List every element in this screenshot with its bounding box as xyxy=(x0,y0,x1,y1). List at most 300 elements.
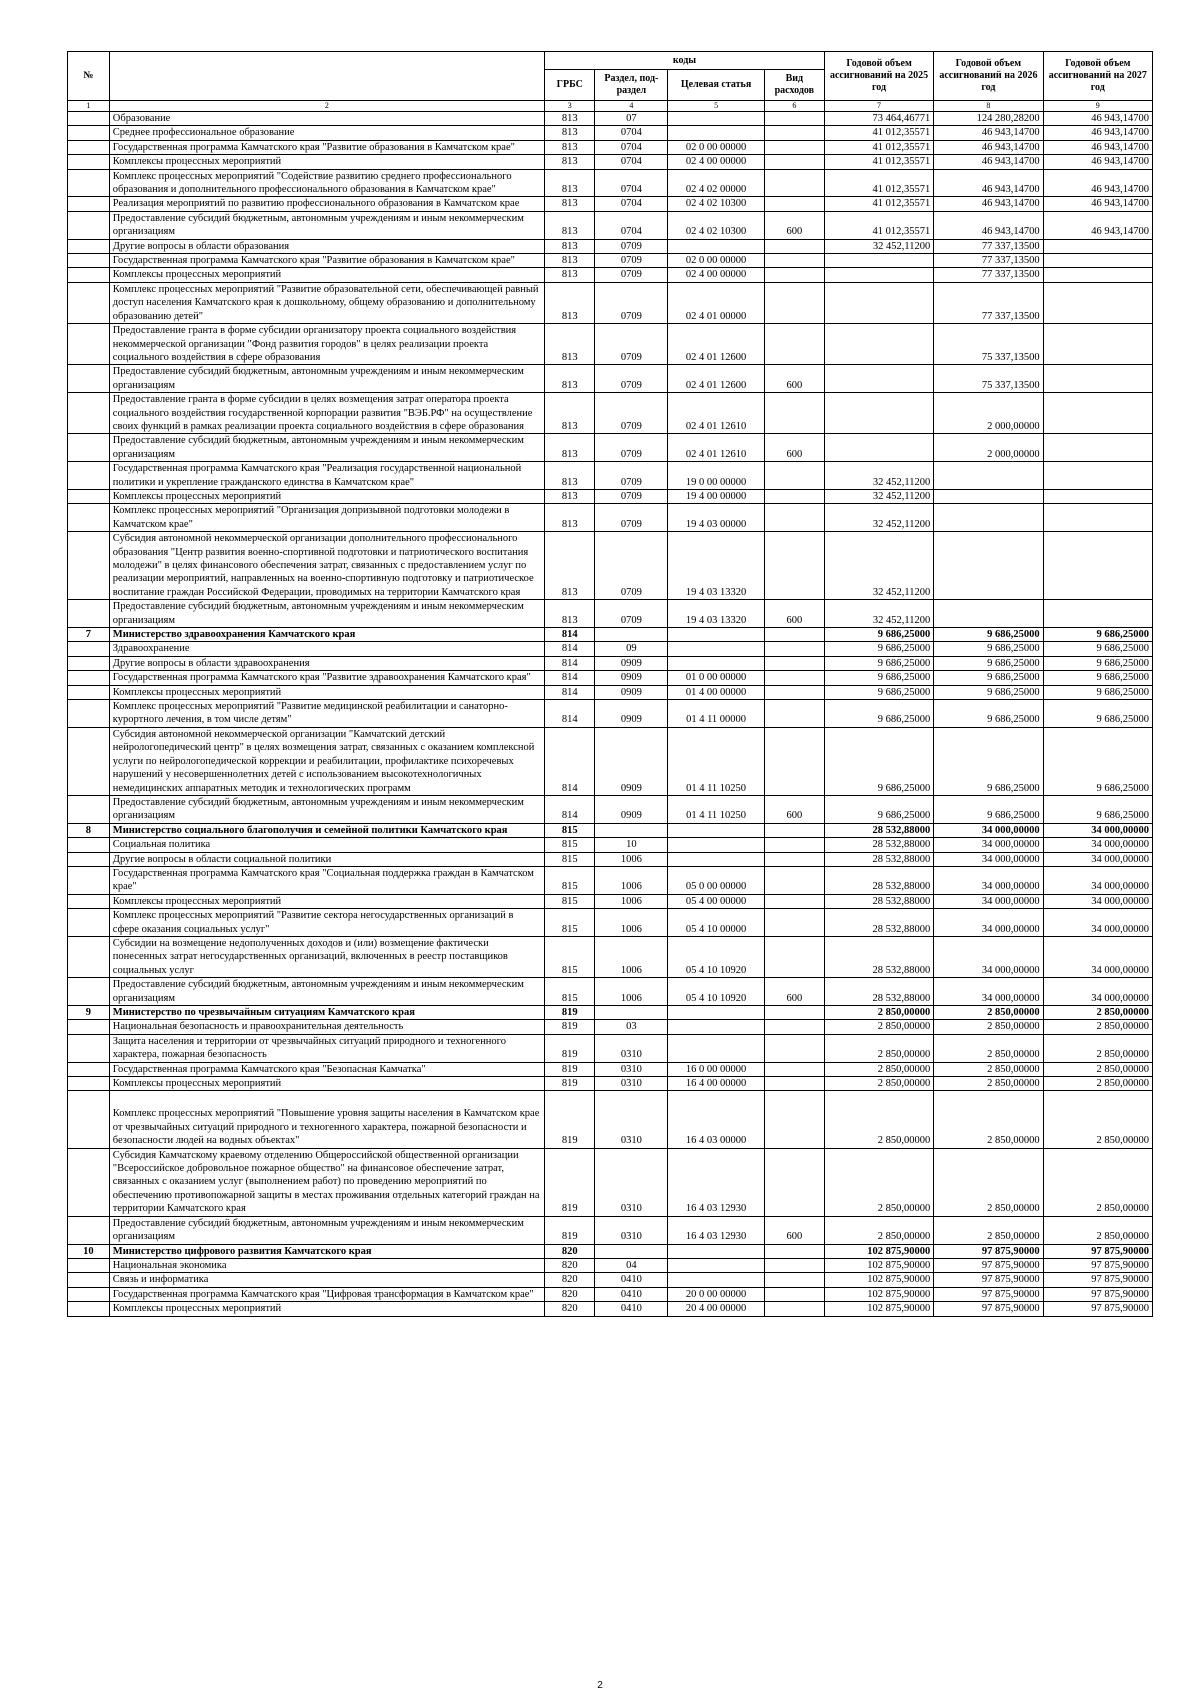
row-amount-2027: 97 875,90000 xyxy=(1043,1258,1152,1272)
row-number xyxy=(68,685,110,699)
row-amount-2026: 2 000,00000 xyxy=(934,393,1043,434)
row-amount-2027: 34 000,00000 xyxy=(1043,823,1152,837)
row-amount-2027 xyxy=(1043,532,1152,600)
row-target-article: 19 4 03 13320 xyxy=(668,600,764,628)
table-row xyxy=(68,1216,1153,1244)
row-number xyxy=(68,140,110,154)
row-section: 10 xyxy=(595,838,668,852)
row-amount-2025: 32 452,11200 xyxy=(824,532,933,600)
row-amount-2025: 9 686,25000 xyxy=(824,685,933,699)
table-row xyxy=(68,532,1153,600)
row-amount-2025: 28 532,88000 xyxy=(824,852,933,866)
row-section: 0704 xyxy=(595,155,668,169)
row-amount-2025: 9 686,25000 xyxy=(824,700,933,728)
table-row xyxy=(68,140,1153,154)
row-amount-2025: 2 850,00000 xyxy=(824,1020,933,1034)
row-section: 0709 xyxy=(595,254,668,268)
row-section xyxy=(595,1244,668,1258)
row-amount-2025 xyxy=(824,254,933,268)
column-number: 4 xyxy=(595,101,668,112)
row-expense-type xyxy=(764,866,824,894)
row-amount-2027 xyxy=(1043,434,1152,462)
row-amount-2027 xyxy=(1043,282,1152,323)
column-number: 8 xyxy=(934,101,1043,112)
row-target-article xyxy=(668,642,764,656)
row-number xyxy=(68,1062,110,1076)
row-amount-2025: 2 850,00000 xyxy=(824,1077,933,1091)
header-exp-type: Вид расходов xyxy=(764,70,824,101)
row-name: Министерство цифрового развития Камчатского края xyxy=(109,1244,544,1258)
budget-document xyxy=(67,51,1153,1317)
row-amount-2025 xyxy=(824,434,933,462)
row-target-article: 16 4 00 00000 xyxy=(668,1077,764,1091)
row-amount-2026: 2 850,00000 xyxy=(934,1216,1043,1244)
row-grbs: 815 xyxy=(545,978,595,1006)
row-target-article: 05 0 00 00000 xyxy=(668,866,764,894)
row-expense-type: 600 xyxy=(764,211,824,239)
row-amount-2026: 34 000,00000 xyxy=(934,936,1043,977)
row-amount-2027: 46 943,14700 xyxy=(1043,169,1152,197)
row-amount-2025: 9 686,25000 xyxy=(824,642,933,656)
row-amount-2026: 9 686,25000 xyxy=(934,642,1043,656)
row-name: Комплекс процессных мероприятий "Развитие образовательной сети, обеспечивающей равный доступ населения Камчатского края к дошкольному, общему образованию и дополнительному образованию детей" xyxy=(109,282,544,323)
row-amount-2027: 9 686,25000 xyxy=(1043,727,1152,795)
row-expense-type xyxy=(764,126,824,140)
row-amount-2025: 28 532,88000 xyxy=(824,894,933,908)
row-expense-type xyxy=(764,324,824,365)
row-target-article: 16 4 03 12930 xyxy=(668,1216,764,1244)
header-2026: Годовой объем ассигнований на 2026 год xyxy=(934,52,1043,101)
row-amount-2027: 9 686,25000 xyxy=(1043,700,1152,728)
row-section: 0310 xyxy=(595,1091,668,1148)
row-expense-type xyxy=(764,909,824,937)
row-name: Защита населения и территории от чрезвычайных ситуаций природного и техногенного характера, пожарная безопасность xyxy=(109,1034,544,1062)
row-grbs: 819 xyxy=(545,1216,595,1244)
table-row xyxy=(68,254,1153,268)
row-target-article: 02 4 01 12600 xyxy=(668,365,764,393)
row-amount-2026: 9 686,25000 xyxy=(934,700,1043,728)
row-section: 0909 xyxy=(595,700,668,728)
row-grbs: 815 xyxy=(545,852,595,866)
row-target-article xyxy=(668,1258,764,1272)
row-expense-type: 600 xyxy=(764,365,824,393)
row-grbs: 815 xyxy=(545,823,595,837)
table-row xyxy=(68,1287,1153,1301)
row-amount-2027: 46 943,14700 xyxy=(1043,126,1152,140)
row-amount-2027: 46 943,14700 xyxy=(1043,155,1152,169)
row-amount-2025 xyxy=(824,282,933,323)
row-number xyxy=(68,866,110,894)
row-expense-type: 600 xyxy=(764,600,824,628)
row-amount-2027 xyxy=(1043,365,1152,393)
row-amount-2026: 46 943,14700 xyxy=(934,126,1043,140)
row-target-article xyxy=(668,112,764,126)
row-name: Комплексы процессных мероприятий xyxy=(109,894,544,908)
row-number xyxy=(68,324,110,365)
row-section xyxy=(595,628,668,642)
row-section: 0709 xyxy=(595,532,668,600)
row-target-article: 05 4 10 10920 xyxy=(668,978,764,1006)
table-row xyxy=(68,628,1153,642)
row-amount-2027 xyxy=(1043,504,1152,532)
row-name: Предоставление субсидий бюджетным, автономным учреждениям и иным некоммерческим организациям xyxy=(109,795,544,823)
table-row xyxy=(68,727,1153,795)
row-name: Комплексы процессных мероприятий xyxy=(109,268,544,282)
row-name: Связь и информатика xyxy=(109,1273,544,1287)
row-target-article: 16 0 00 00000 xyxy=(668,1062,764,1076)
row-section: 0310 xyxy=(595,1077,668,1091)
row-section: 0709 xyxy=(595,489,668,503)
row-target-article: 02 4 01 12600 xyxy=(668,324,764,365)
row-target-article: 01 4 11 10250 xyxy=(668,795,764,823)
row-number xyxy=(68,1077,110,1091)
row-target-article: 01 4 00 00000 xyxy=(668,685,764,699)
table-row xyxy=(68,642,1153,656)
row-amount-2026: 97 875,90000 xyxy=(934,1258,1043,1272)
table-row xyxy=(68,1258,1153,1272)
row-amount-2025 xyxy=(824,268,933,282)
row-target-article: 02 0 00 00000 xyxy=(668,254,764,268)
row-amount-2025: 28 532,88000 xyxy=(824,866,933,894)
row-amount-2025: 102 875,90000 xyxy=(824,1287,933,1301)
row-number xyxy=(68,671,110,685)
row-amount-2027: 34 000,00000 xyxy=(1043,866,1152,894)
row-number xyxy=(68,656,110,670)
row-amount-2026: 46 943,14700 xyxy=(934,211,1043,239)
table-row xyxy=(68,1244,1153,1258)
row-section: 0410 xyxy=(595,1273,668,1287)
row-amount-2025: 2 850,00000 xyxy=(824,1216,933,1244)
row-number xyxy=(68,1216,110,1244)
row-amount-2026: 9 686,25000 xyxy=(934,795,1043,823)
row-amount-2026: 46 943,14700 xyxy=(934,169,1043,197)
row-expense-type xyxy=(764,140,824,154)
row-section: 0909 xyxy=(595,795,668,823)
row-name: Предоставление субсидий бюджетным, автономным учреждениям и иным некоммерческим организациям xyxy=(109,978,544,1006)
row-amount-2025: 2 850,00000 xyxy=(824,1034,933,1062)
row-section: 0909 xyxy=(595,727,668,795)
row-section: 0909 xyxy=(595,656,668,670)
row-name: Субсидия Камчатскому краевому отделению Общероссийской общественной организации "Всероссийское добровольное пожарное общество" на финансовое обеспечение затрат, связанных с оказанием услуг (выполнением работ) по проведению мероприятий по обеспечению противопожарной защиты в местах проживания отдельных категорий граждан на территории Камчатского края xyxy=(109,1148,544,1216)
row-number xyxy=(68,462,110,490)
row-name: Комплекс процессных мероприятий "Содействие развитию среднего профессионального образования и дополнительного профессионального образования в Камчатском крае" xyxy=(109,169,544,197)
row-amount-2027 xyxy=(1043,462,1152,490)
row-amount-2026: 34 000,00000 xyxy=(934,909,1043,937)
row-grbs: 813 xyxy=(545,434,595,462)
row-amount-2026: 9 686,25000 xyxy=(934,628,1043,642)
row-section: 0410 xyxy=(595,1287,668,1301)
row-number xyxy=(68,1020,110,1034)
row-expense-type xyxy=(764,1006,824,1020)
row-expense-type: 600 xyxy=(764,795,824,823)
row-grbs: 819 xyxy=(545,1077,595,1091)
row-target-article: 02 4 01 12610 xyxy=(668,434,764,462)
table-row xyxy=(68,795,1153,823)
row-number xyxy=(68,1091,110,1148)
row-amount-2027: 46 943,14700 xyxy=(1043,197,1152,211)
row-amount-2027: 2 850,00000 xyxy=(1043,1062,1152,1076)
row-target-article: 02 0 00 00000 xyxy=(668,140,764,154)
header-no: № xyxy=(68,52,110,101)
row-amount-2027: 2 850,00000 xyxy=(1043,1006,1152,1020)
table-row xyxy=(68,462,1153,490)
table-row xyxy=(68,909,1153,937)
row-amount-2027: 34 000,00000 xyxy=(1043,978,1152,1006)
row-number xyxy=(68,909,110,937)
row-expense-type xyxy=(764,239,824,253)
row-section: 1006 xyxy=(595,894,668,908)
row-section: 0709 xyxy=(595,462,668,490)
row-name: Государственная программа Камчатского края "Развитие образования в Камчатском крае" xyxy=(109,140,544,154)
table-row xyxy=(68,700,1153,728)
row-expense-type xyxy=(764,489,824,503)
row-target-article: 20 4 00 00000 xyxy=(668,1302,764,1316)
table-row xyxy=(68,504,1153,532)
row-expense-type xyxy=(764,1062,824,1076)
row-name: Субсидия автономной некоммерческой организации "Камчатский детский нейрологопедический центр" в целях возмещения затрат, связанных с оказанием комплексной услуги по нейрологопедической коррекции и реабилитации, профилактике психоречевых нарушений у несовершеннолетних детей с использованием высокотехнологичных немедицинских аппаратных методик и технологических программ xyxy=(109,727,544,795)
row-number: 9 xyxy=(68,1006,110,1020)
row-number xyxy=(68,1148,110,1216)
row-expense-type xyxy=(764,197,824,211)
row-number: 8 xyxy=(68,823,110,837)
row-number: 7 xyxy=(68,628,110,642)
row-grbs: 813 xyxy=(545,211,595,239)
row-expense-type xyxy=(764,169,824,197)
row-expense-type xyxy=(764,1034,824,1062)
table-row xyxy=(68,866,1153,894)
row-grbs: 813 xyxy=(545,126,595,140)
row-target-article: 01 4 11 00000 xyxy=(668,700,764,728)
row-expense-type xyxy=(764,462,824,490)
row-section: 0310 xyxy=(595,1216,668,1244)
row-amount-2027 xyxy=(1043,239,1152,253)
row-target-article: 20 0 00 00000 xyxy=(668,1287,764,1301)
row-amount-2027 xyxy=(1043,324,1152,365)
row-amount-2025: 9 686,25000 xyxy=(824,628,933,642)
row-target-article: 01 4 11 10250 xyxy=(668,727,764,795)
table-row xyxy=(68,1034,1153,1062)
row-grbs: 815 xyxy=(545,866,595,894)
row-expense-type xyxy=(764,1273,824,1287)
row-grbs: 819 xyxy=(545,1020,595,1034)
row-amount-2025: 102 875,90000 xyxy=(824,1302,933,1316)
row-target-article xyxy=(668,1034,764,1062)
row-expense-type xyxy=(764,1258,824,1272)
column-number: 1 xyxy=(68,101,110,112)
row-amount-2025: 32 452,11200 xyxy=(824,504,933,532)
header-target: Целевая статья xyxy=(668,70,764,101)
row-amount-2027: 9 686,25000 xyxy=(1043,656,1152,670)
row-name: Субсидия автономной некоммерческой организации дополнительного профессионального образования "Центр развития военно-спортивной подготовки и патриотического воспитания молодежи" в целях финансового обеспечения затрат, связанных с предоставлением услуг по реализации мероприятий, направленных на военно-спортивную подготовку и патриотическое воспитание граждан Российской Федерации, проводимых на территории Камчатского края xyxy=(109,532,544,600)
header-codes: коды xyxy=(545,52,825,70)
row-grbs: 814 xyxy=(545,685,595,699)
row-grbs: 813 xyxy=(545,504,595,532)
row-amount-2025: 28 532,88000 xyxy=(824,823,933,837)
row-number xyxy=(68,600,110,628)
row-grbs: 814 xyxy=(545,642,595,656)
row-number xyxy=(68,1302,110,1316)
row-number xyxy=(68,700,110,728)
row-grbs: 813 xyxy=(545,393,595,434)
row-number xyxy=(68,852,110,866)
row-amount-2025: 32 452,11200 xyxy=(824,462,933,490)
row-section: 03 xyxy=(595,1020,668,1034)
row-amount-2025: 41 012,35571 xyxy=(824,197,933,211)
table-row xyxy=(68,155,1153,169)
row-name: Государственная программа Камчатского края "Безопасная Камчатка" xyxy=(109,1062,544,1076)
row-grbs: 819 xyxy=(545,1034,595,1062)
table-row xyxy=(68,685,1153,699)
row-amount-2027 xyxy=(1043,600,1152,628)
budget-table xyxy=(67,51,1153,1317)
row-expense-type xyxy=(764,112,824,126)
row-amount-2026: 75 337,13500 xyxy=(934,324,1043,365)
row-name: Субсидии на возмещение недополученных доходов и (или) возмещение фактически понесенных затрат негосударственных организаций, включенных в реестр поставщиков социальных услуг xyxy=(109,936,544,977)
row-expense-type xyxy=(764,282,824,323)
row-section: 0310 xyxy=(595,1148,668,1216)
row-amount-2027 xyxy=(1043,393,1152,434)
row-target-article: 19 4 00 00000 xyxy=(668,489,764,503)
row-amount-2026: 124 280,28200 xyxy=(934,112,1043,126)
row-name: Министерство здравоохранения Камчатского края xyxy=(109,628,544,642)
row-amount-2026: 2 850,00000 xyxy=(934,1006,1043,1020)
row-grbs: 814 xyxy=(545,795,595,823)
row-expense-type xyxy=(764,1077,824,1091)
row-number xyxy=(68,1034,110,1062)
row-amount-2027: 34 000,00000 xyxy=(1043,852,1152,866)
table-row xyxy=(68,169,1153,197)
row-amount-2025 xyxy=(824,365,933,393)
row-name: Комплекс процессных мероприятий "Развитие сектора негосударственных организаций в сфере оказания социальных услуг" xyxy=(109,909,544,937)
row-amount-2027: 9 686,25000 xyxy=(1043,628,1152,642)
row-section: 0709 xyxy=(595,393,668,434)
row-name: Образование xyxy=(109,112,544,126)
row-grbs: 813 xyxy=(545,600,595,628)
row-section: 0709 xyxy=(595,324,668,365)
table-row xyxy=(68,324,1153,365)
page-number: 2 xyxy=(597,1680,603,1691)
row-amount-2025: 28 532,88000 xyxy=(824,936,933,977)
row-amount-2027: 34 000,00000 xyxy=(1043,909,1152,937)
row-amount-2026: 34 000,00000 xyxy=(934,978,1043,1006)
row-target-article xyxy=(668,1020,764,1034)
row-expense-type xyxy=(764,1091,824,1148)
row-amount-2027: 9 686,25000 xyxy=(1043,671,1152,685)
row-amount-2026: 46 943,14700 xyxy=(934,197,1043,211)
row-grbs: 813 xyxy=(545,365,595,393)
row-name: Национальная безопасность и правоохранительная деятельность xyxy=(109,1020,544,1034)
row-grbs: 813 xyxy=(545,532,595,600)
row-name: Среднее профессиональное образование xyxy=(109,126,544,140)
row-amount-2027: 2 850,00000 xyxy=(1043,1148,1152,1216)
table-row xyxy=(68,1148,1153,1216)
header-section: Раздел, под- раздел xyxy=(595,70,668,101)
row-grbs: 815 xyxy=(545,838,595,852)
row-amount-2027: 9 686,25000 xyxy=(1043,685,1152,699)
row-amount-2027 xyxy=(1043,254,1152,268)
row-name: Предоставление гранта в форме субсидии организатору проекта социального воздействия некоммерческой организации "Фонд развития городов" в целях реализации проекта социального воздействия в сфере образования xyxy=(109,324,544,365)
row-amount-2026: 34 000,00000 xyxy=(934,823,1043,837)
row-target-article xyxy=(668,239,764,253)
row-amount-2025: 41 012,35571 xyxy=(824,169,933,197)
row-target-article: 02 4 01 00000 xyxy=(668,282,764,323)
row-amount-2025: 28 532,88000 xyxy=(824,978,933,1006)
header-name xyxy=(109,52,544,101)
row-amount-2025: 102 875,90000 xyxy=(824,1244,933,1258)
row-name: Другие вопросы в области социальной политики xyxy=(109,852,544,866)
row-section: 07 xyxy=(595,112,668,126)
row-amount-2026: 97 875,90000 xyxy=(934,1302,1043,1316)
row-name: Министерство социального благополучия и семейной политики Камчатского края xyxy=(109,823,544,837)
row-amount-2026: 34 000,00000 xyxy=(934,852,1043,866)
row-name: Комплексы процессных мероприятий xyxy=(109,489,544,503)
row-target-article: 19 4 03 13320 xyxy=(668,532,764,600)
row-target-article xyxy=(668,656,764,670)
row-expense-type xyxy=(764,1287,824,1301)
row-number xyxy=(68,1258,110,1272)
row-number xyxy=(68,1273,110,1287)
row-amount-2025: 2 850,00000 xyxy=(824,1148,933,1216)
row-amount-2026 xyxy=(934,489,1043,503)
row-amount-2026: 97 875,90000 xyxy=(934,1244,1043,1258)
row-amount-2027: 97 875,90000 xyxy=(1043,1244,1152,1258)
row-grbs: 819 xyxy=(545,1062,595,1076)
table-row xyxy=(68,434,1153,462)
row-expense-type xyxy=(764,1020,824,1034)
row-amount-2026: 2 850,00000 xyxy=(934,1148,1043,1216)
row-name: Предоставление субсидий бюджетным, автономным учреждениям и иным некоммерческим организациям xyxy=(109,434,544,462)
row-grbs: 813 xyxy=(545,254,595,268)
row-number xyxy=(68,211,110,239)
table-row xyxy=(68,1020,1153,1034)
row-section: 0410 xyxy=(595,1302,668,1316)
row-section: 1006 xyxy=(595,866,668,894)
column-number: 2 xyxy=(109,101,544,112)
row-section: 1006 xyxy=(595,909,668,937)
row-name: Предоставление субсидий бюджетным, автономным учреждениям и иным некоммерческим организациям xyxy=(109,365,544,393)
table-row xyxy=(68,823,1153,837)
row-name: Реализация мероприятий по развитию профессионального образования в Камчатском крае xyxy=(109,197,544,211)
row-amount-2025: 41 012,35571 xyxy=(824,155,933,169)
row-target-article xyxy=(668,1273,764,1287)
table-row xyxy=(68,656,1153,670)
header-2025: Годовой объем ассигнований на 2025 год xyxy=(824,52,933,101)
row-section xyxy=(595,1006,668,1020)
row-amount-2027: 34 000,00000 xyxy=(1043,838,1152,852)
row-amount-2027 xyxy=(1043,489,1152,503)
row-grbs: 813 xyxy=(545,324,595,365)
row-amount-2026: 2 850,00000 xyxy=(934,1020,1043,1034)
row-grbs: 820 xyxy=(545,1244,595,1258)
row-target-article xyxy=(668,1006,764,1020)
row-target-article: 05 4 10 00000 xyxy=(668,909,764,937)
row-amount-2026: 9 686,25000 xyxy=(934,685,1043,699)
row-expense-type xyxy=(764,393,824,434)
row-amount-2025 xyxy=(824,324,933,365)
table-row xyxy=(68,838,1153,852)
row-name: Комплексы процессных мероприятий xyxy=(109,1077,544,1091)
row-number xyxy=(68,978,110,1006)
row-amount-2026: 75 337,13500 xyxy=(934,365,1043,393)
row-grbs: 820 xyxy=(545,1287,595,1301)
row-target-article: 16 4 03 00000 xyxy=(668,1091,764,1148)
row-expense-type xyxy=(764,838,824,852)
row-target-article: 02 4 01 12610 xyxy=(668,393,764,434)
row-amount-2027: 34 000,00000 xyxy=(1043,936,1152,977)
row-number xyxy=(68,504,110,532)
row-name: Национальная экономика xyxy=(109,1258,544,1272)
row-amount-2026 xyxy=(934,600,1043,628)
